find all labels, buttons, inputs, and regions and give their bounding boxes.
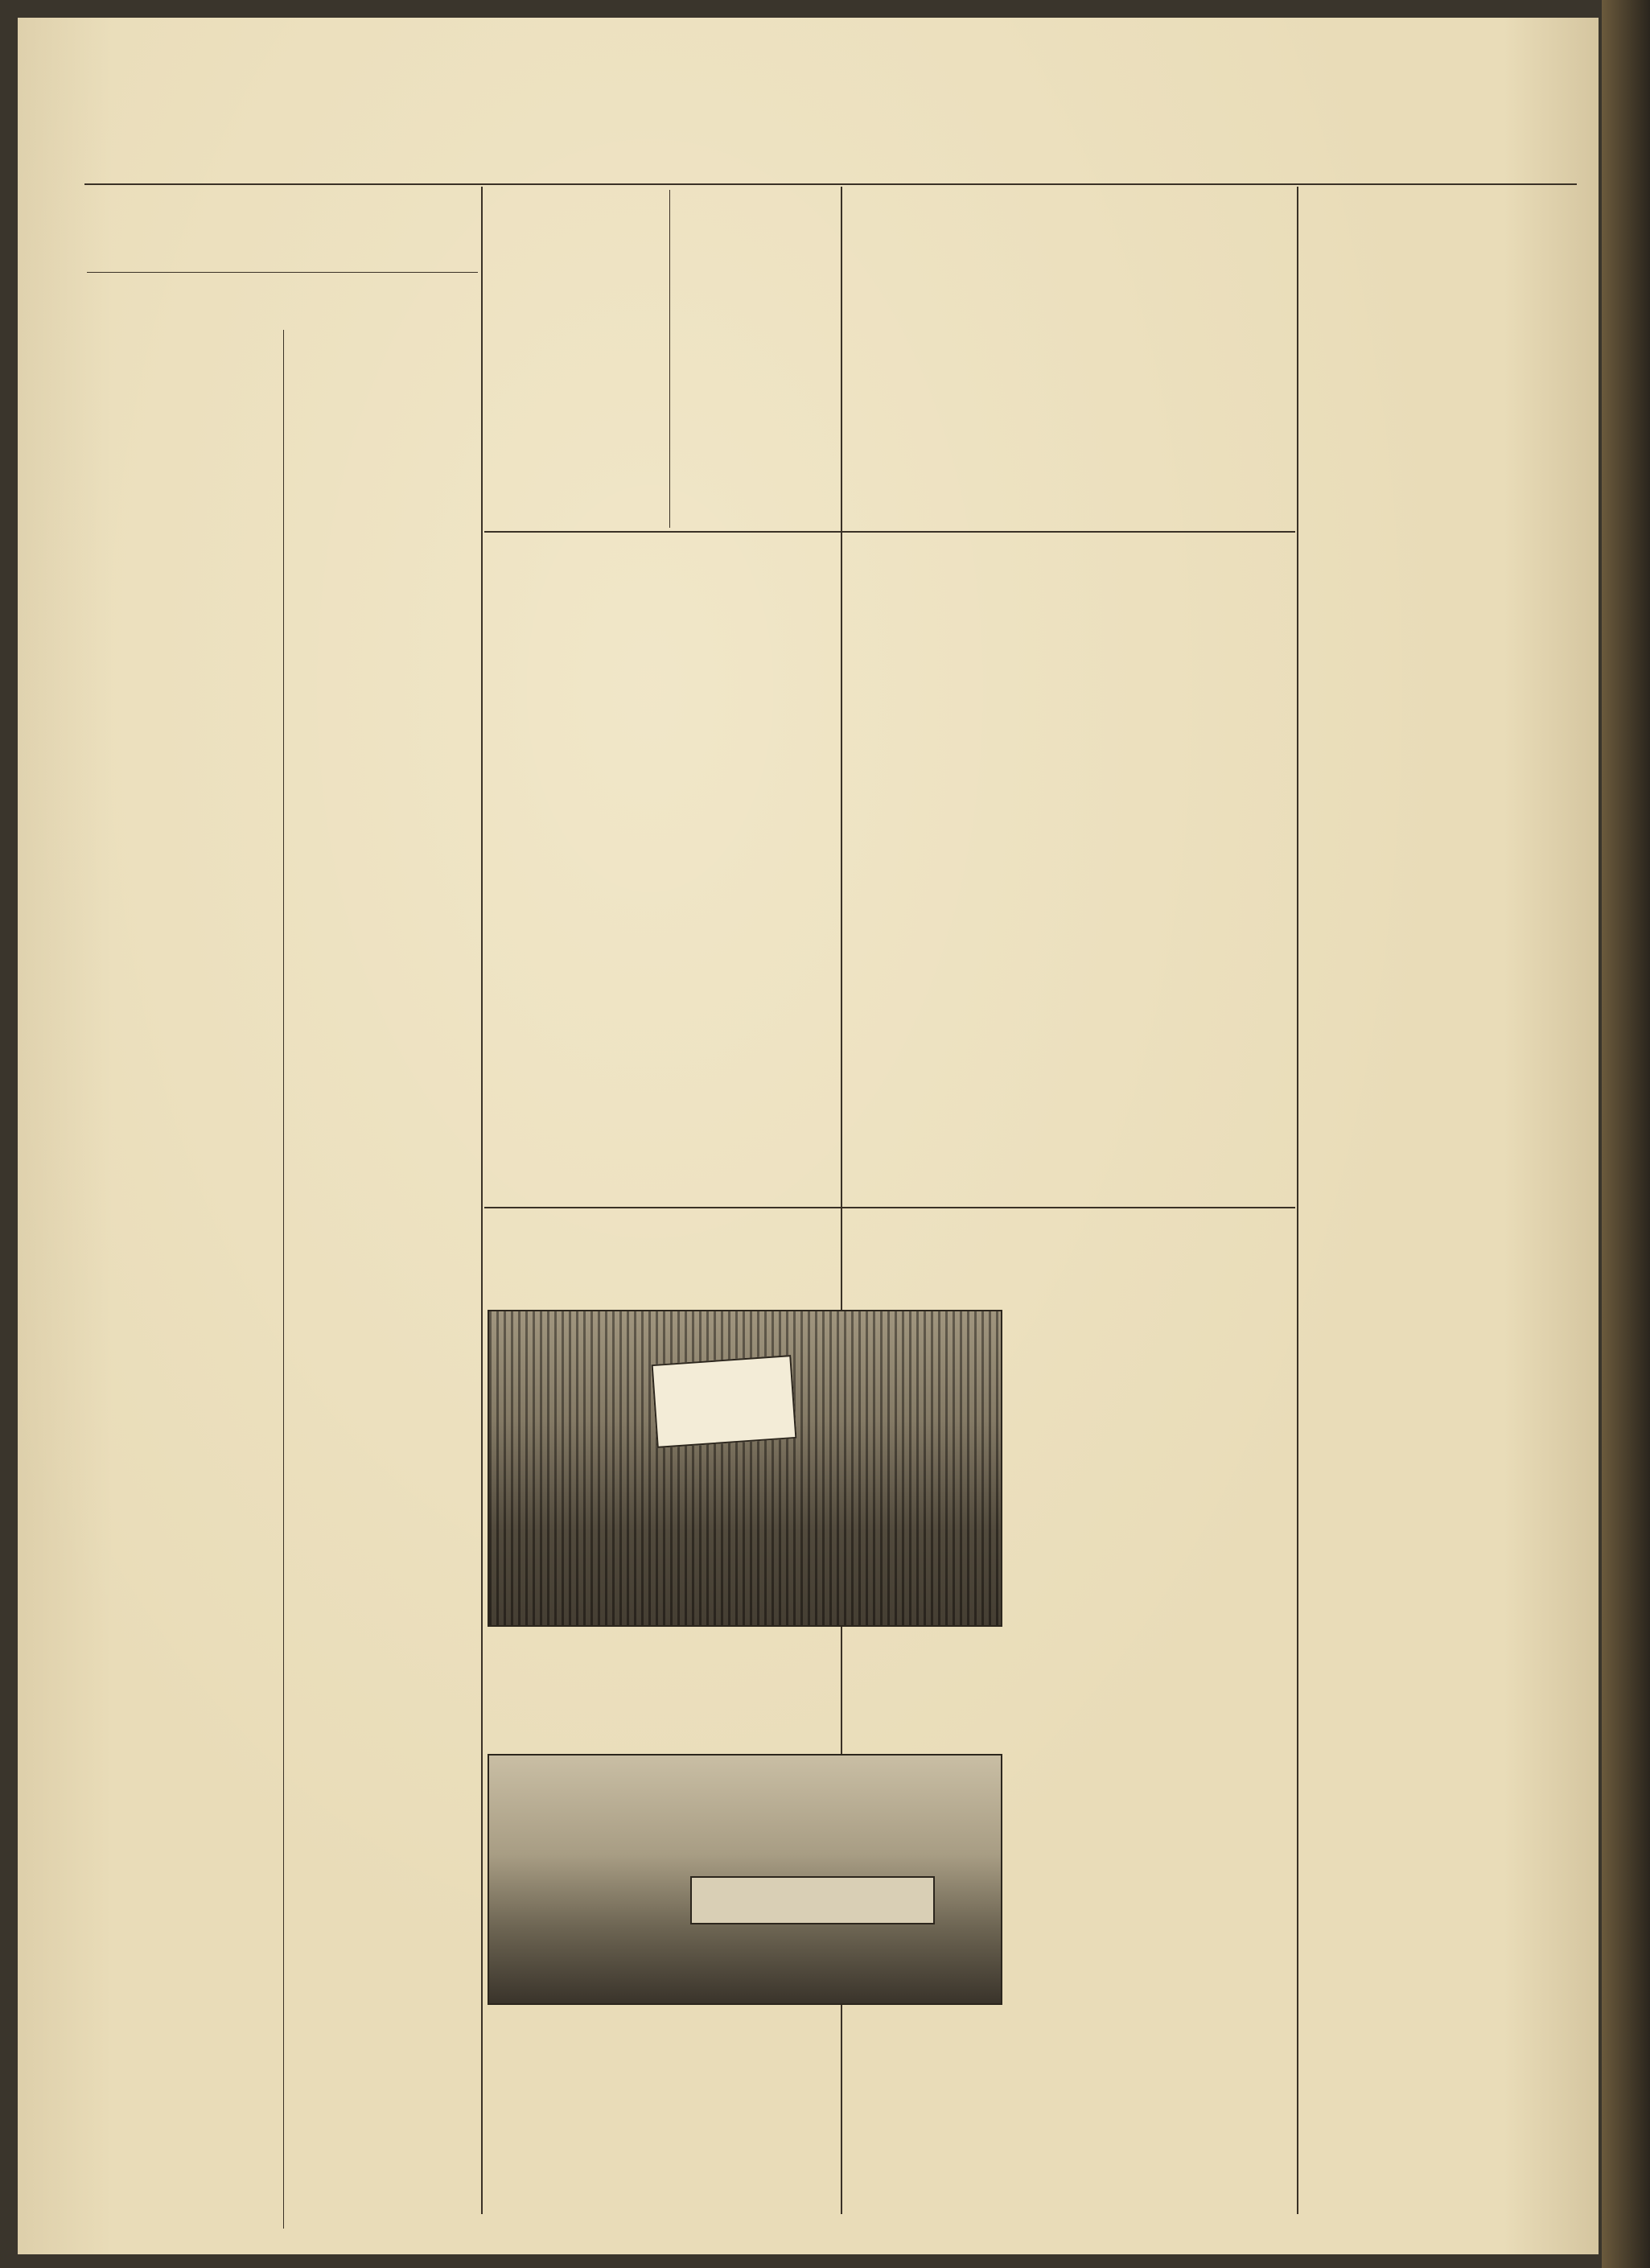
marsiglia-column-e <box>1007 1673 1294 1770</box>
lucchesia-comment <box>674 190 838 528</box>
marsiglia-column-b <box>1007 1311 1294 1649</box>
marsiglia-header <box>486 1212 1294 1260</box>
senatori-montuori-text <box>1073 241 1294 531</box>
column-rule <box>481 187 483 2214</box>
column-rule <box>283 330 284 2229</box>
banner-line <box>653 1363 790 1373</box>
column-rule <box>1297 187 1298 2214</box>
rule <box>484 1207 1295 1208</box>
marsiglia-column-f <box>488 2044 837 2212</box>
marsiglia-column-g <box>846 2044 1294 2212</box>
page-edge <box>1602 0 1650 2268</box>
duce-column-b <box>846 621 1294 1200</box>
marsiglia-column-d <box>745 1646 999 1767</box>
duce-header <box>486 539 1294 619</box>
turati-kicker <box>88 277 478 325</box>
banner-line <box>653 1363 790 1373</box>
turati-header <box>87 190 478 270</box>
duce-column-a <box>488 621 835 1200</box>
senatori-header <box>845 190 1294 238</box>
marsiglia-intro <box>846 1263 1294 1311</box>
rule <box>484 531 1295 533</box>
monument-photo <box>488 1754 1002 2005</box>
senatori-intro <box>846 241 1067 531</box>
masthead-rule <box>84 183 1577 185</box>
turati-column-a <box>88 330 280 2237</box>
monument-inscription <box>690 1876 935 1924</box>
fascio-banner <box>652 1355 797 1448</box>
rule <box>87 272 478 273</box>
column-rule <box>669 190 670 528</box>
parade-photo <box>488 1310 1002 1627</box>
turati-column-b <box>287 330 478 2237</box>
masthead <box>80 154 1577 183</box>
lucchesia-article <box>486 190 666 528</box>
marsiglia-column-c <box>488 1646 740 1767</box>
